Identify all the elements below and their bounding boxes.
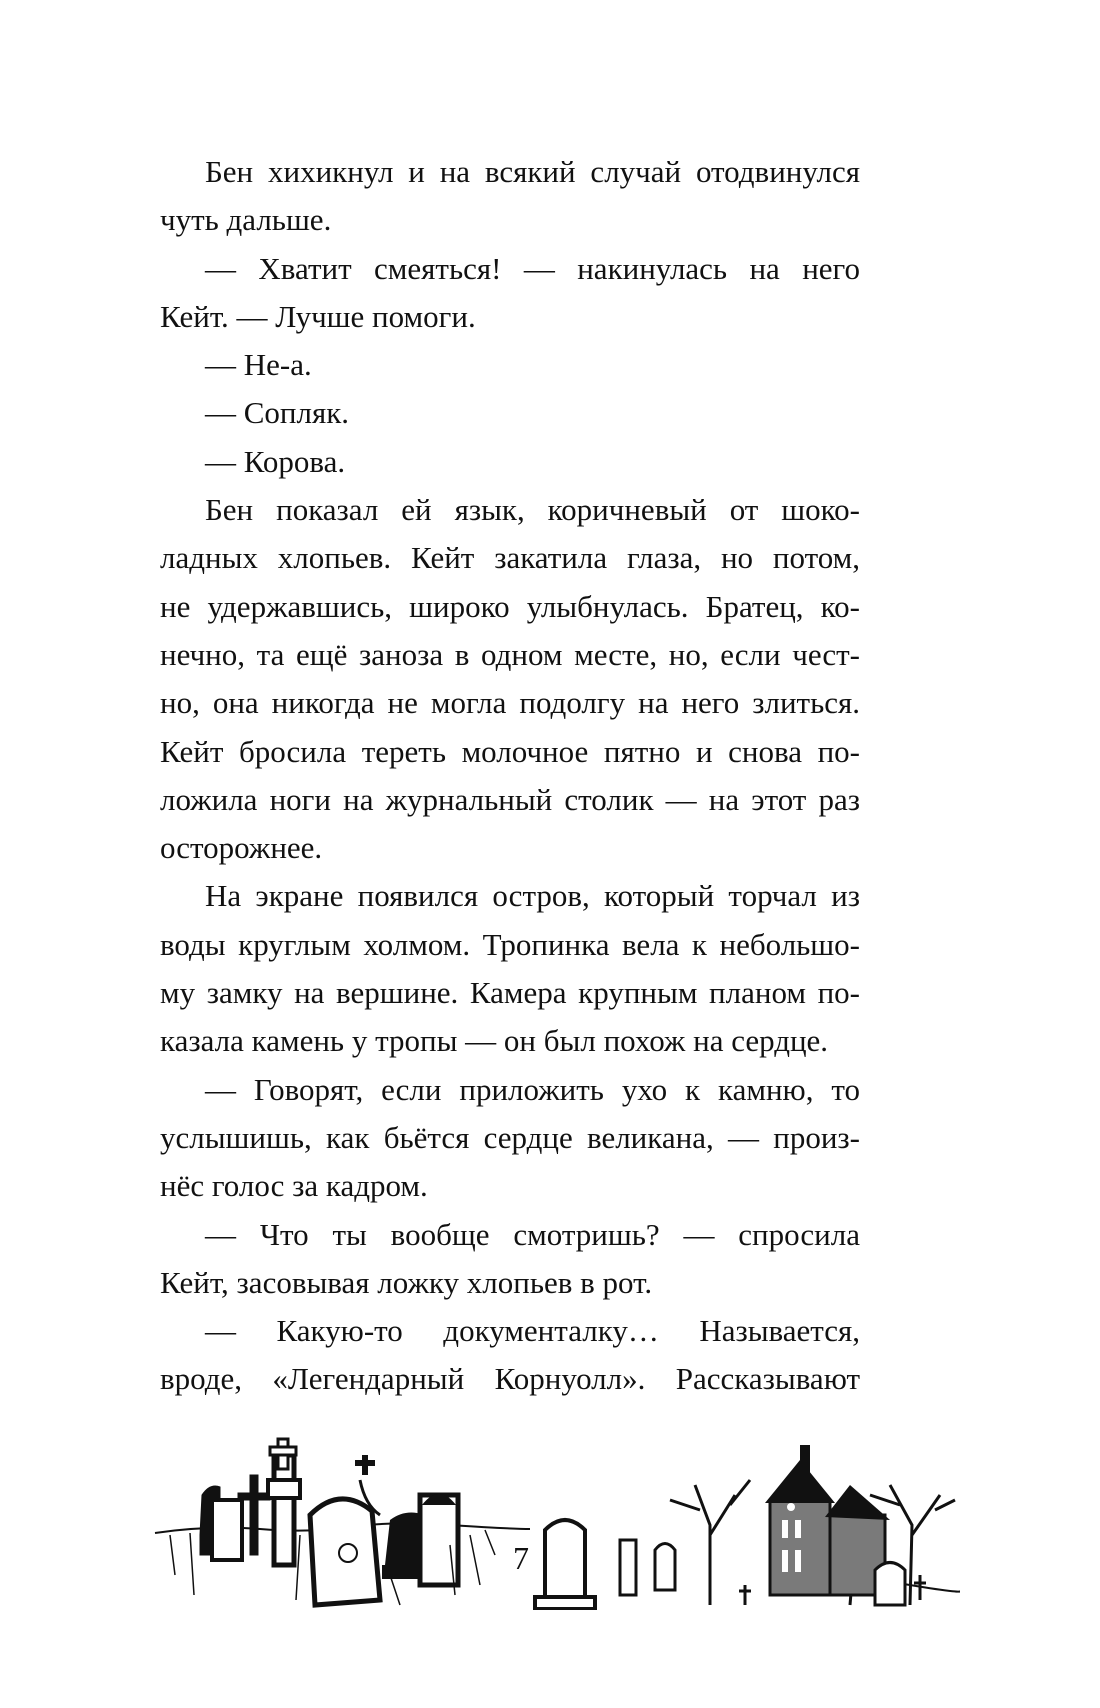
text-line: но, она никогда не могла подолгу на него злиться. [160,685,860,721]
text-line: — Что ты вообще смотришь? — спросила [205,1216,860,1252]
text-line: — Сопляк. [205,395,350,431]
text-line: — Какую-то документалку… Называется, [205,1313,860,1349]
text-line: Бен показал ей язык, коричневый от шоко- [205,492,860,528]
church-icon [765,1445,890,1595]
body-text [160,148,860,1404]
graveyard-illustration [150,1425,960,1610]
text-line: Кейт бросила тереть молочное пятно и снова по- [160,733,860,769]
text-line: нёс голос за кадром. [160,1168,428,1204]
text-line: ложила ноги на журнальный столик — на этот раз [160,781,860,817]
text-line: му замку на вершине. Камера крупным планом по- [160,975,860,1011]
page-number: 7 [513,1540,529,1576]
headstone-icon [535,1520,675,1609]
text-line: Бен хихикнул и на всякий случай отодвинулся [205,154,860,189]
text-line: — Не-а. [205,347,312,383]
text-line: не удержавшись, широко улыбнулась. Братец, ко- [160,588,860,624]
text-line: На экране появился остров, который торчал из [205,878,860,914]
text-line: — Хватит смеяться! — накинулась на него [205,250,860,286]
text-line: — Говорят, если приложить ухо к камню, то [205,1071,860,1107]
text-line: осторожнее. [160,830,323,866]
text-line: воды круглым холмом. Тропинка вела к небольшо- [160,926,860,962]
dark-tombstone-icon [382,1494,458,1585]
text-line: вроде, «Легендарный Корнуолл». Рассказывают [160,1361,860,1397]
text-line: — Корова. [205,443,346,479]
text-line: Кейт. — Лучше помоги. [160,298,476,334]
text-line: услышишь, как бьётся сердце великана, — произ- [160,1119,860,1155]
text-line: ладных хлопьев. Кейт закатила глаза, но потом, [160,540,860,576]
text-line: казала камень у тропы — он был похож на сердце. [160,1023,829,1059]
ornate-tombstone-icon [310,1455,380,1605]
tombstone-icon [200,1439,300,1565]
text-line: нечно, та ещё заноза в одном месте, но, если чест- [160,636,860,672]
text-line: чуть дальше. [160,202,332,238]
text-line: Кейт, засовывая ложку хлопьев в рот. [160,1264,653,1300]
